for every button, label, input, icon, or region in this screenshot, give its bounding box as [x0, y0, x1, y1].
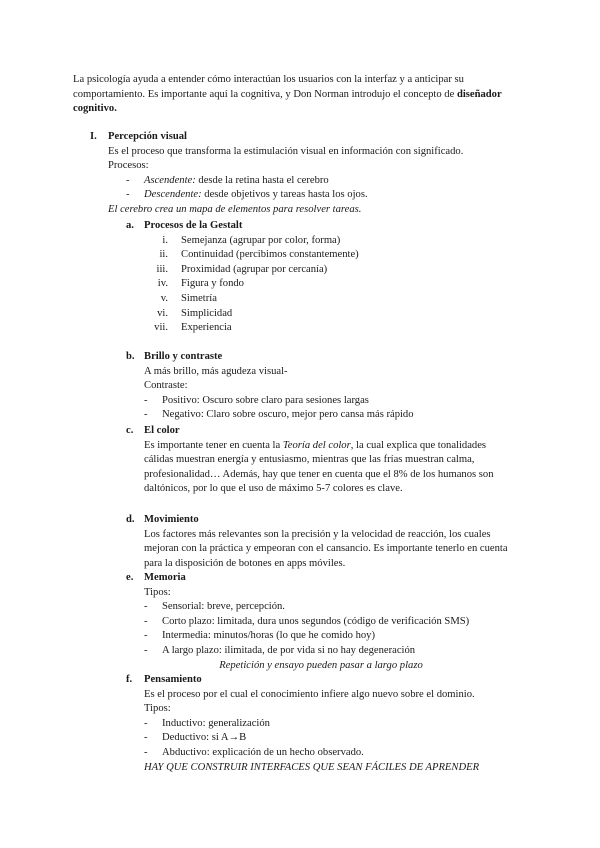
subsection-title: Brillo y contraste — [144, 351, 223, 362]
intro-text: La psicología ayuda a entender cómo interactúan los usuarios con la interfaz y a anticipar su comportamiento. Es importante aquí la cognitiva, y Don Norman introdujo el concepto de — [73, 74, 464, 100]
gestalt-list — [146, 234, 516, 336]
subsection-pensamiento — [126, 673, 516, 775]
color-paragraph: Es importante tener en cuenta la Teoría del color, la cual explica que tonalidades cálidas muestran energía y entusiasmo, mientras que las frías muestran calma, profesionalidad… Además, hay que tener en cuenta que el 8% de los humanos son daltónicos, por lo que el uso de máximo 5-7 colores es clave. — [144, 439, 494, 495]
memoria-list — [144, 600, 516, 658]
subsection-letter: b. — [126, 351, 135, 362]
list-item: vii. Experiencia — [154, 322, 232, 334]
list-item: - A largo plazo: ilimitada, de por vida si no hay degeneración — [144, 644, 516, 659]
list-item: - Corto plazo: limitada, dura unos segundos (código de verificación SMS) — [144, 615, 516, 630]
subsection-brillo — [126, 350, 516, 423]
pensamiento-list — [144, 717, 516, 761]
dash-bullet: - — [144, 394, 148, 406]
subsection-title: Pensamiento — [144, 674, 202, 685]
list-item: - Intermedia: minutos/horas (lo que he comido hoy) — [144, 629, 516, 644]
subsection-memoria — [126, 571, 516, 673]
list-item: vi. Simplicidad — [157, 307, 233, 319]
dash-bullet: - — [144, 717, 148, 729]
dash-bullet: - — [144, 630, 148, 642]
contraste-label: Contraste: — [144, 380, 188, 392]
list-item: ii. Continuidad (percibimos constantemente) — [159, 249, 359, 261]
subsection-title: Movimiento — [144, 514, 199, 525]
section-description: Es el proceso que transforma la estimulación visual en información con significado. — [108, 145, 464, 157]
dash-bullet: - — [144, 409, 148, 421]
list-item: - Descendente: desde objetivos y tareas hasta los ojos. — [126, 188, 540, 203]
list-item: v. Simetría — [160, 292, 217, 304]
subsection-movimiento — [126, 513, 516, 571]
dash-bullet: - — [144, 601, 148, 613]
list-item: - Abductivo: explicación de un hecho observado. — [144, 746, 516, 761]
procesos-label: Procesos: — [108, 160, 149, 172]
subsection-title: El color — [144, 425, 180, 436]
procesos-list — [126, 174, 540, 203]
dash-bullet: - — [144, 732, 148, 744]
list-item: - Ascendente: desde la retina hasta el cerebro — [126, 174, 540, 189]
tipos-label: Tipos: — [144, 703, 171, 715]
subsection-title: Memoria — [144, 572, 186, 583]
subsection-color — [126, 424, 516, 497]
list-item: - Negativo: Claro sobre oscuro, mejor pero cansa más rápido — [144, 408, 516, 423]
subsection-letter: e. — [126, 572, 134, 583]
list-item: - Sensorial: breve, percepción. — [144, 600, 516, 615]
memoria-note: Repetición y ensayo pueden pasar a largo plazo — [219, 659, 423, 671]
dash-bullet: - — [144, 644, 148, 656]
brillo-line: A más brillo, más agudeza visual- — [144, 365, 288, 377]
subsection-letter: d. — [126, 514, 135, 525]
dash-bullet: - — [144, 615, 148, 627]
dash-bullet: - — [144, 746, 148, 758]
intro-paragraph — [73, 73, 528, 117]
subsection-letter: c. — [126, 425, 134, 436]
subsection-letter: a. — [126, 220, 134, 231]
subsection-letter: f. — [126, 674, 133, 685]
list-item: iii. Proximidad (agrupar por cercanía) — [156, 263, 328, 275]
subsection-gestalt — [126, 219, 516, 336]
section-number: I. — [90, 131, 97, 142]
section-title: Percepción visual — [108, 131, 187, 142]
pensamiento-paragraph: Es el proceso por el cual el conocimiento infiere algo nuevo sobre el dominio. — [144, 688, 475, 700]
movimiento-paragraph: Los factores más relevantes son la precisión y la velocidad de reacción, los cuales mejoran con la práctica y empeoran con el cansancio. Es importante tenerlo en cuenta para la disposición de botones en apps móviles. — [144, 528, 508, 569]
list-item: - Inductivo: generalización — [144, 717, 516, 732]
section-note: El cerebro crea un mapa de elementos para resolver tareas. — [108, 203, 362, 215]
list-item: i. Semejanza (agrupar por color, forma) — [162, 234, 341, 246]
intro-bold-term: diseñador cognitivo. — [73, 88, 502, 115]
dash-bullet: - — [126, 189, 130, 201]
section-percepcion — [90, 130, 540, 218]
closing-statement: HAY QUE CONSTRUIR INTERFACES QUE SEAN FÁCILES DE APRENDER — [144, 761, 480, 773]
subsection-title: Procesos de la Gestalt — [144, 220, 243, 231]
list-item: - Deductivo: si A→B — [144, 731, 516, 746]
list-item: - Positivo: Oscuro sobre claro para sesiones largas — [144, 394, 516, 409]
dash-bullet: - — [126, 174, 130, 186]
tipos-label: Tipos: — [144, 586, 171, 598]
contraste-list — [144, 394, 516, 423]
list-item: iv. Figura y fondo — [157, 278, 244, 290]
